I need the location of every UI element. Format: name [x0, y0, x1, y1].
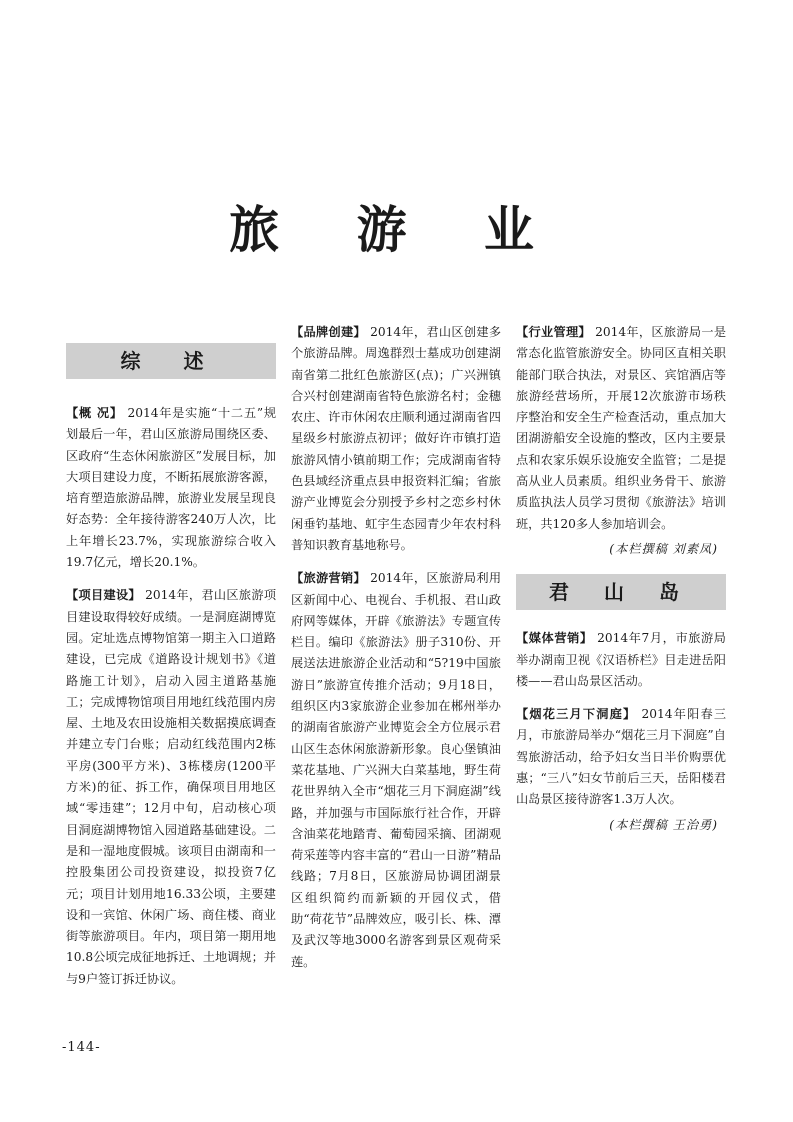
paragraph-text: 2014年，君山区创建多个旅游品牌。周逸群烈士墓成功创建湖南省第二批红色旅游区(点)；广兴洲镇合兴村创建湖南省特色旅游名村；金穗农庄、许市休闲农庄顺利通过湖南省四星级乡村旅游点初评；做好许市镇打造旅游风情小镇前期工作；完成湖南省特色县域经济重点县申报资料汇编；省旅游产业博览会分别授予乡村之恋乡村休闲垂钓基地、虹宇生态园青少年农村科普知识教育基地称号。 [291, 325, 502, 552]
paragraph-overview [66, 403, 276, 573]
paragraph-yanhua-sanyue [516, 704, 726, 810]
paragraph-label: 【烟花三月下洞庭】 [516, 707, 637, 722]
paragraph-text: 2014年，君山区旅游项目建设取得较好成绩。一是洞庭湖博览园。定址选点博物馆第一期主入口道路建设，已完成《道路设计规划书》《道路施工计划》，启动入园主道路基施工；完成博物馆项目用地红线范围内房屋、土地及农田设施相关数据摸底调查并建立专门台账；启动红线范围内2栋平房(300平方米)、3栋楼房(1200平方米)的征、拆工作，确保项目用地区域“零违建”；12月中旬，启动核心项目洞庭湖博物馆入园道路基础建设。二是和一湿地度假城。该项目由湖南和一控股集团公司投资建设，拟投资7亿元；项目计划用地16.33公顷，主要建设和一宾馆、休闲广场、商住楼、商业街等旅游项目。年内，项目第一期用地10.8公顷完成征地拆迁、土地调规；并与9户签订拆迁协议。 [66, 588, 277, 986]
paragraph-project-construction [66, 585, 276, 990]
paragraph-label: 【品牌创建】 [291, 325, 366, 339]
paragraph-tourism-marketing [291, 568, 501, 973]
paragraph-label: 【旅游营销】 [291, 571, 366, 586]
paragraph-text: 2014年，区旅游局一是常态化监管旅游安全。协同区直相关职能部门联合执法，对景区、宾馆酒店等旅游经营场所，开展12次旅游市场秩序整治和安全生产检查活动，重点加大团湖游船安全设施的整改，区内主要景点和农家乐娱乐设施安全监管；二是提高从业人员素质。组织业务骨干、旅游质监执法人员学习贯彻《旅游法》培训班，共120多人参加培训会。 [516, 325, 727, 531]
paragraph-text: 2014年7月，市旅游局举办湖南卫视《汉语桥栏》目走进岳阳楼——君山岛景区活动。 [516, 631, 726, 688]
paragraph-text: 2014年阳春三月，市旅游局举办“烟花三月下洞庭”自驾旅游活动，给予妇女当日半价购票优惠；“三八”妇女节前后三天，岳阳楼君山岛景区接待游客1.3万人次。 [516, 707, 727, 807]
column-2 [291, 322, 501, 985]
paragraph-text: 2014年，区旅游局利用区新闻中心、电视台、手机报、君山政府网等媒体，开辟《旅游法》专题宣传栏目。编印《旅游法》册子310份、开展送法进旅游企业活动和“5?19中国旅游日”旅游宣传推介活动；9月18日，组织区内3家旅游企业参加在郴州举办的湖南省旅游产业博览会全方位展示君山区生态休闲旅游新形象。良心堡镇油菜花基地、广兴洲大白菜基地，野生荷花世界纳入全市“烟花三月下洞庭湖”线路，并加强与市国际旅行社合作，开辟含油菜花地踏青、葡萄园采摘、团湖观荷采莲等内容丰富的“君山一日游”精品线路；7月8日，区旅游局协调团湖景区组织简约而新颖的开园仪式，借助“荷花节”品牌效应，吸引长、株、潭及武汉等地3000名游客到景区观荷采莲。 [291, 571, 502, 969]
paragraph-label: 【概 况】 [66, 406, 123, 420]
paragraph-label: 【项目建设】 [66, 588, 141, 603]
section-heading-junshan-island: 君 山 岛 [516, 574, 726, 610]
author-credit: (本栏撰稿 王治勇) [609, 817, 718, 832]
paragraph-brand-building [291, 322, 501, 556]
paragraph-label: 【媒体营销】 [516, 631, 593, 646]
page-number: -144- [62, 1040, 101, 1055]
column-1 [66, 343, 276, 990]
author-credit: (本栏撰稿 刘素凤) [609, 541, 718, 556]
page-title: 旅 游 业 [229, 200, 564, 259]
column-3 [516, 322, 726, 848]
paragraph-text: 2014年是实施“十二五”规划最后一年，君山区旅游局围绕区委、区政府“生态休闲旅游区”发展目标，加大项目建设力度，不断拓展旅游客源，培育塑造旅游品牌，旅游业发展呈现良好态势：全年接待游客240万人次，比上年增长23.7%，实现旅游综合收入19.7亿元，增长20.1%。 [66, 406, 277, 570]
paragraph-industry-management [516, 322, 726, 535]
section-heading-overview: 综 述 [66, 343, 276, 379]
paragraph-media-marketing [516, 628, 726, 692]
paragraph-label: 【行业管理】 [516, 325, 591, 339]
